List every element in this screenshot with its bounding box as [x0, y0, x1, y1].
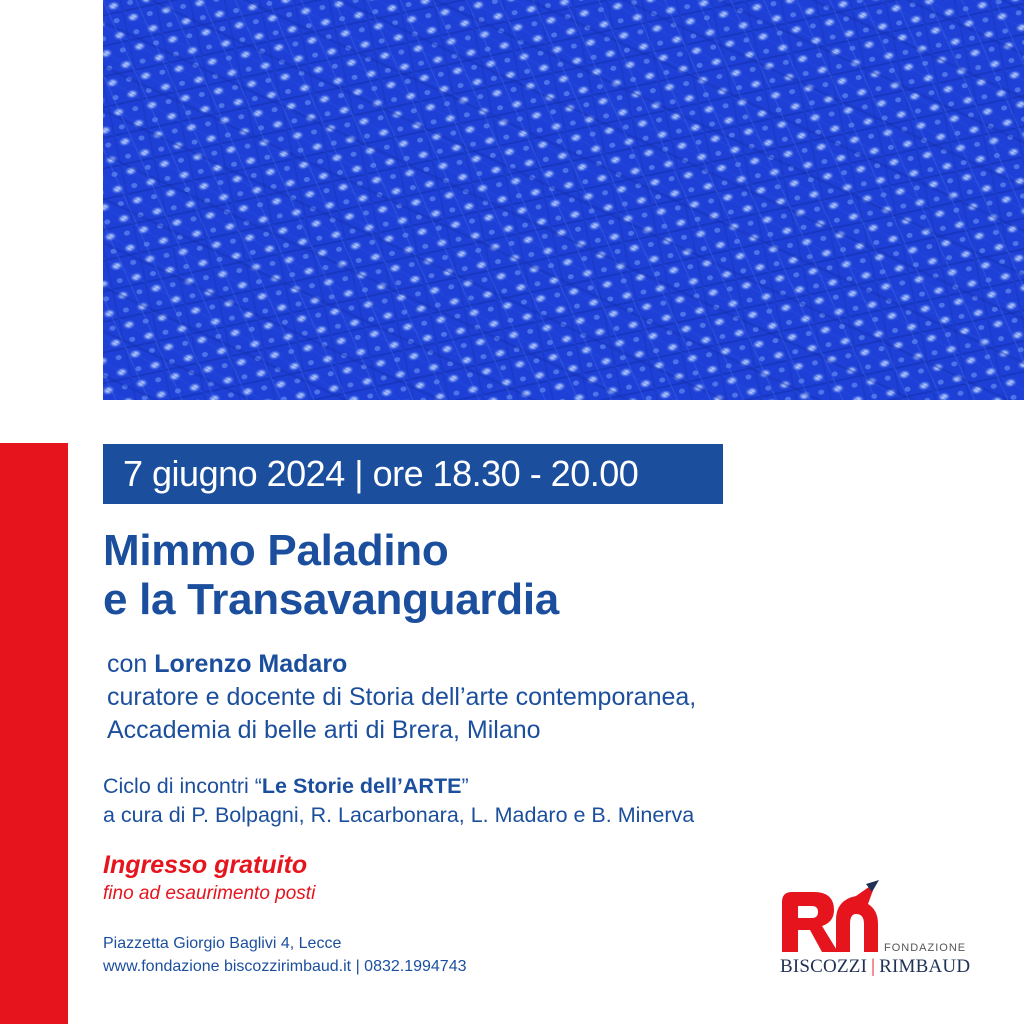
fondazione-br-monogram-icon [780, 880, 880, 954]
title-line-2: e la Transavanguardia [103, 575, 559, 624]
logo-separator: | [871, 956, 876, 977]
red-side-bar [0, 443, 68, 1024]
date-time-banner [103, 444, 723, 504]
speaker-role-line-2: Accademia di belle arti di Brera, Milano [107, 716, 541, 744]
blue-weave-pattern [103, 0, 1024, 400]
foundation-logo [776, 880, 976, 980]
speaker-name: Lorenzo Madaro [154, 650, 348, 678]
artwork-image [103, 0, 1024, 400]
event-title [103, 526, 559, 624]
admission-label: Ingresso gratuito [103, 851, 308, 879]
cycle-name: Le Storie dell’ARTE [261, 774, 462, 798]
address-text: Piazzetta Giorgio Baglivi 4, Lecce [103, 935, 342, 952]
logo-fondazione-text: FONDAZIONE [884, 942, 967, 954]
cycle-line [103, 772, 694, 801]
cycle-suffix: ” [461, 774, 469, 798]
logo-name [780, 956, 970, 978]
cycle-curators: a cura di P. Bolpagni, R. Lacarbonara, L. Madaro e B. Minerva [103, 803, 695, 827]
cycle-info [103, 772, 694, 830]
date-time-text: 7 giugno 2024 | ore 18.30 - 20.00 [123, 453, 639, 494]
speaker-prefix: con [107, 650, 155, 678]
title-line-1: Mimmo Paladino [103, 526, 449, 575]
speaker-role-line-1: curatore e docente di Storia dell’arte contemporanea, [107, 683, 697, 711]
admission-info [103, 849, 315, 907]
speaker-line [107, 648, 696, 681]
logo-name-right: RIMBAUD [879, 956, 971, 977]
contact-info [103, 932, 467, 978]
admission-note: fino ad esaurimento posti [103, 883, 316, 904]
speaker-info [107, 648, 696, 747]
logo-name-left: BISCOZZI [780, 956, 868, 977]
web-phone-text[interactable]: www.fondazione biscozzirimbaud.it | 0832.1994743 [103, 958, 467, 975]
cycle-prefix: Ciclo di incontri “ [103, 774, 262, 798]
